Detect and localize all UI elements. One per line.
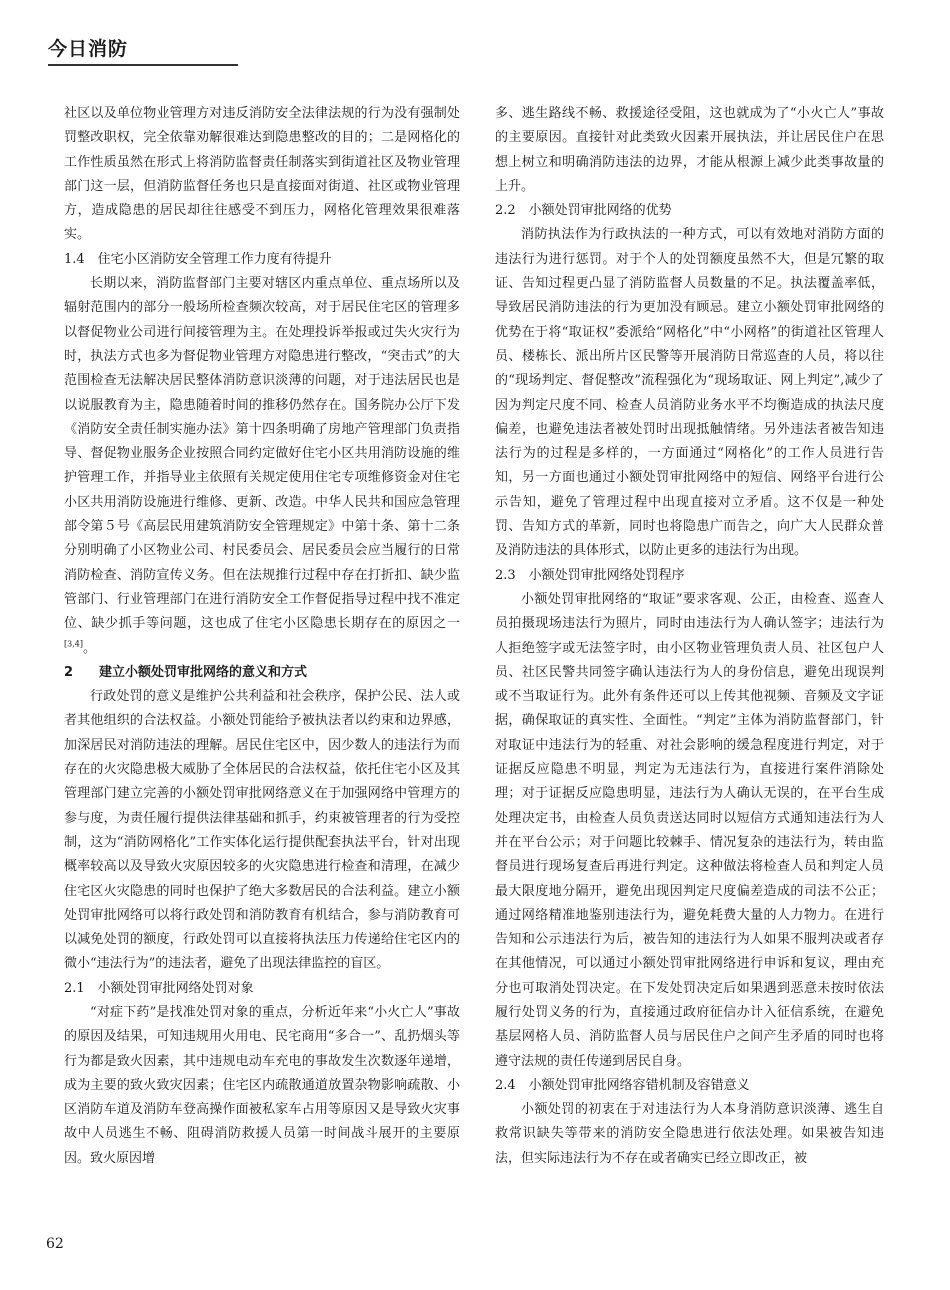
paragraph: 小额处罚的初衷在于对违法行为人本身消防意识淡薄、逃生自救常识缺失等带来的消防安全隐患进行依法处理。如果被告知违法，但实际违法行为不存在或者确实已经立即改正，被	[495, 1102, 884, 1166]
page-number: 62	[46, 1236, 64, 1252]
paragraph: 小额处罚审批网络的“取证”要求客观、公正，由检查、巡查人员拍摄现场违法行为照片，同时由违法行为人确认签字；违法行为人拒绝签字或无法签字时，由小区物业管理负责人员、社区包户人员、社区民警共同签字确认违法行为人的身份信息，避免出现误判或不当取证行为。此外有条件还可以上传其他视频、音频及文字证据，确保取证的真实性、全面性。“判定”主体为消防监督部门，针对取证中违法行为的轻重、对社会影响的缓急程度进行判定，对于证据反应隐患不明显，判定为无违法行为，直接进行案件消除处理；对于证据反应隐患明显，违法行为人确认无误的，在平台生成处理决定书，由检查人员负责送达同时以短信方式通知违法行为人并在平台公示；对于问题比较棘手、情况复杂的违法行为，转由监督员进行现场复查后再进行判定。这种做法将检查人员和判定人员最大限度地分隔开，避免出现因判定尺度偏差造成的司法不公正；通过网络精准地鉴别违法行为，避免耗费大量的人力物力。在进行告知和公示违法行为后，被告知的违法行为人如果不服判决或者存在其他情况，可以通过小额处罚审批网络进行申诉和复议，理由充分也可取消处罚决定。在下发处罚决定后如果遇到恶意未按时依法履行处罚义务的行为，直接通过政府征信办计入征信系统，在避免基层网格人员、消防监督人员与居民住户之间产生矛盾的同时也将遵守法规的责任传递到居民自身。	[495, 591, 884, 1069]
paragraph: “对症下药”是找准处罚对象的重点，分析近年来“小火亡人”事故的原因及结果，可知违规用火用电、民宅商用“多合一”、乱扔烟头等行为都是致火因素，其中违规电动车充电的事故发生次数逐年递增，成为主要的致火致灾因素；住宅区内疏散通道放置杂物影响疏散、小区消防车道及消防车登高操作面被私家车占用等原因又是导致火灾事故中人员逃生不畅、阻碍消防救援人员第一时间战斗展开的主要原因。致火原因增	[64, 1004, 460, 1166]
citation: [3,4]	[64, 639, 83, 649]
paragraph	[64, 272, 460, 661]
section-heading-2-3: 2.3 小额处罚审批网络处罚程序	[495, 567, 685, 583]
section-heading-2: 2 建立小额处罚审批网络的意义和方式	[64, 664, 308, 680]
left-column	[64, 102, 460, 1171]
section-heading-2-4: 2.4 小额处罚审批网络容错机制及容错意义	[495, 1077, 750, 1093]
section-heading-1-4: 1.4 住宅小区消防安全管理工作力度有待提升	[64, 251, 332, 267]
right-column	[495, 102, 884, 1171]
section-heading-2-2: 2.2 小额处罚审批网络的优势	[495, 203, 672, 219]
journal-title: 今日消防	[48, 38, 129, 60]
paragraph: 行政处罚的意义是维护公共利益和社会秩序，保护公民、法人或者其他组织的合法权益。小额处罚能给予被执法者以约束和边界感，加深居民对消防违法的理解。居民住宅区中，因少数人的违法行为而存在的火灾隐患极大威胁了全体居民的合法权益，依托住宅小区及其管理部门建立完善的小额处罚审批网络意义在于加强网络中管理方的参与度，为责任履行提供法律基础和抓手，约束被管理者的行为受控制，这为“消防网格化”工作实体化运行提供配套执法平台，针对出现概率较高以及导致火灾原因较多的火灾隐患进行检查和清理，在减少住宅区火灾隐患的同时也保护了绝大多数居民的合法利益。建立小额处罚审批网络可以将行政处罚和消防教育有机结合，参与消防教育可以减免处罚的额度，行政处罚可以直接将执法压力传递给住宅区内的微小“违法行为”的违法者，避免了出现法律监控的盲区。	[64, 689, 460, 972]
paragraph: 多、逃生路线不畅、救援途径受阻，这也就成为了“小火亡人”事故的主要原因。直接针对此类致火因素开展执法，并让居民住户在思想上树立和明确消防违法的边界，才能从根源上减少此类事故量的上升。	[495, 106, 884, 194]
section-heading-2-1: 2.1 小额处罚审批网络处罚对象	[64, 980, 254, 996]
page-header	[48, 34, 128, 61]
paragraph-text: 长期以来，消防监督部门主要对辖区内重点单位、重点场所以及辐射范围内的部分一般场所检查频次较高，对于居民住宅区的管理多以督促物业公司进行间接管理为主。在处理投诉举报或过失火灾行为时，执法方式也多为督促物业管理方对隐患进行整改，“突击式”的大范围检查无法解决居民整体消防意识淡薄的问题，对于违法居民也是以说服教育为主，隐患随着时间的推移仍然存在。国务院办公厅下发《消防安全责任制实施办法》第十四条明确了房地产管理部门负责指导、督促物业服务企业按照合同约定做好住宅小区共用消防设施的维护管理工作，并指导业主依照有关规定使用住宅专项维修资金对住宅小区共用消防设施进行维修、更新、改造。中华人民共和国应急管理部令第５号《高层民用建筑消防安全管理规定》中第十条、第十二条分别明确了小区物业公司、村民委员会、居民委员会应当履行的日常消防检查、消防宣传义务。但在法规推行过程中存在打折扣、缺少监管部门、行业管理部门在进行消防安全工作督促指导过程中找不准定位、缺少抓手等问题，这也成了住宅小区隐患长期存在的原因之一	[64, 276, 460, 632]
paragraph: 社区以及单位物业管理方对违反消防安全法律法规的行为没有强制处罚整改职权，完全依靠劝解很难达到隐患整改的目的；二是网格化的工作性质虽然在形式上将消防监督责任制落实到街道社区及物业管理部门这一层，但消防监督任务也只是直接面对街道、社区或物业管理方，造成隐患的居民却往往感受不到压力，网格化管理效果很难落实。	[64, 106, 460, 243]
paragraph-end: 。	[82, 640, 96, 656]
paragraph: 消防执法作为行政执法的一种方式，可以有效地对消防方面的违法行为进行惩罚。对于个人的处罚额度虽然不大，但是冗繁的取证、告知过程更凸显了消防监督人员数量的不足。执法覆盖率低，导致居民消防违法的行为更加没有顾忌。建立小额处罚审批网络的优势在于将“取证权”委派给“网格化”中“小网格”的街道社区管理人员、楼栋长、派出所片区民警等开展消防日常巡查的人员，将以往的“现场判定、督促整改”流程强化为“现场取证、网上判定”,减少了因为判定尺度不同、检查人员消防业务水平不均衡造成的执法尺度偏差，也避免违法者被处罚时出现抵触情绪。另外违法者被告知违法行为的过程是多样的，一方面通过“网格化”的工作人员进行告知，另一方面也通过小额处罚审批网络中的短信、网络平台进行公示告知，避免了管理过程中出现直接对立矛盾。这不仅是一种处罚、告知方式的革新，同时也将隐患广而告之，向广大人民群众普及消防违法的具体形式，以防止更多的违法行为出现。	[495, 227, 884, 559]
header-rule	[48, 64, 238, 66]
